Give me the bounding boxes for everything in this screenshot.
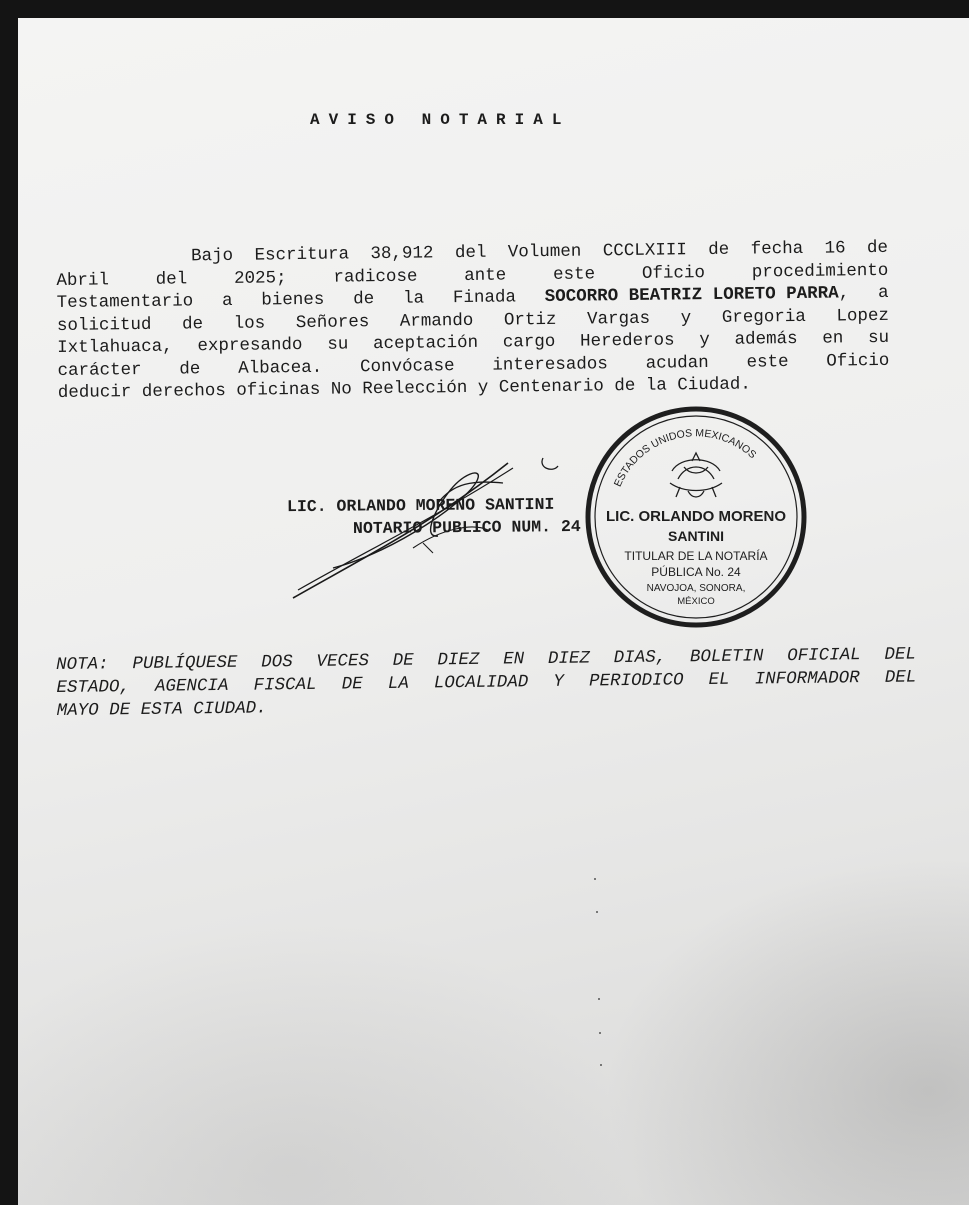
word: la	[402, 288, 425, 309]
notary-seal	[580, 401, 812, 633]
word: DE	[341, 674, 363, 695]
word: de	[181, 313, 204, 334]
document-page	[18, 18, 969, 1205]
publication-note	[56, 643, 917, 723]
word: procedimiento	[751, 260, 889, 283]
word: Lopez	[836, 305, 890, 326]
word: radicose	[333, 266, 418, 288]
word: DEL	[884, 667, 917, 688]
word: NOTA:	[56, 654, 109, 675]
word: a	[221, 290, 233, 311]
word: carácter	[57, 359, 142, 381]
paper-speck	[594, 878, 596, 880]
word: y	[680, 307, 692, 328]
word: aceptación	[372, 332, 479, 355]
paper-speck	[600, 1064, 602, 1066]
word: Escritura	[254, 244, 350, 266]
paper-speck	[598, 998, 600, 1000]
word: del	[155, 268, 188, 290]
word: cargo	[502, 331, 556, 353]
word: BOLETIN	[689, 646, 764, 668]
word: Y	[553, 671, 565, 692]
seal-line1: LIC. ORLANDO MORENO	[606, 508, 786, 525]
word: SOCORRO BEATRIZ LORETO PARRA,	[544, 283, 850, 308]
word: INFORMADOR	[754, 668, 860, 690]
word: FISCAL	[253, 674, 317, 696]
word: ESTADO,	[56, 677, 131, 698]
photo-shadow	[18, 918, 638, 1205]
word: fecha	[750, 238, 804, 260]
word: este	[746, 351, 789, 373]
word: EN	[503, 649, 525, 670]
word: ante	[464, 265, 507, 286]
word: su	[867, 327, 890, 349]
word: Señores	[295, 311, 370, 333]
seal-line4: PÚBLICA No. 24	[651, 565, 741, 579]
word: deducir derechos oficinas No Reelección y Centenario de la Ciudad.	[57, 374, 751, 403]
word: además	[734, 328, 798, 350]
seal-line5: NAVOJOA, SONORA,	[646, 583, 746, 594]
word: de	[179, 358, 201, 380]
word: OFICIAL	[787, 645, 861, 667]
svg-text:ESTADOS UNIDOS MEXICANOS	[612, 427, 759, 488]
word: MAYO DE ESTA CIUDAD.	[56, 698, 267, 721]
word: Oficio	[826, 350, 890, 372]
word: AGENCIA	[154, 675, 229, 697]
seal-line3: TITULAR DE LA NOTARÍA	[624, 549, 768, 563]
word: DEL	[884, 644, 917, 665]
word: LOCALIDAD	[433, 672, 529, 694]
word: expresando	[197, 334, 303, 357]
word: Abril	[56, 269, 110, 291]
word: Herederos	[579, 330, 675, 352]
word: Gregoria	[721, 306, 806, 328]
word: DOS	[261, 652, 293, 673]
eagle-emblem-icon	[670, 453, 722, 497]
seal-ring-text: ESTADOS UNIDOS MEXICANOS	[611, 427, 759, 489]
word: Testamentario	[56, 291, 194, 313]
word: este	[552, 263, 596, 285]
word: en	[822, 328, 844, 349]
word: Volumen	[507, 241, 582, 263]
word: de	[708, 239, 730, 261]
word: CCCLXIII	[602, 240, 687, 262]
seal-line2: SANTINI	[668, 528, 724, 544]
word: DIEZ	[547, 648, 591, 669]
word: Finada	[452, 287, 517, 309]
word: del	[454, 242, 487, 264]
word: Convócase	[359, 355, 455, 377]
word: bienes	[261, 289, 325, 311]
word: Ixtlahuaca,	[57, 336, 173, 358]
word: VECES	[316, 651, 370, 672]
word: Vargas	[586, 308, 651, 330]
word: LA	[387, 673, 409, 694]
word: Albacea.	[238, 357, 323, 379]
seal-line6: MÉXICO	[677, 596, 715, 607]
paper-speck	[599, 1032, 601, 1034]
notice-body	[56, 237, 890, 405]
word: su	[327, 334, 349, 355]
word: 38,912	[370, 243, 434, 265]
word: 2025;	[233, 267, 287, 289]
document-title: AVISO NOTARIAL	[310, 111, 571, 129]
word: solicitud	[56, 314, 152, 336]
word: DIAS,	[613, 647, 667, 669]
word: Ortiz	[503, 309, 557, 331]
paper-speck	[596, 911, 598, 913]
word: interesados	[492, 353, 608, 376]
word: EL	[708, 669, 730, 691]
word: PUBLÍQUESE	[132, 652, 238, 675]
notary-name: LIC. ORLANDO MORENO SANTINI	[286, 494, 555, 517]
word: los	[233, 312, 266, 334]
word: DIEZ	[437, 649, 480, 671]
word: a	[877, 282, 889, 303]
word: de	[353, 289, 375, 310]
notary-title: NOTARIO PUBLICO NUM. 24	[352, 517, 581, 538]
word: 16	[824, 238, 846, 259]
word: PERIODICO	[588, 670, 684, 692]
word: DE	[392, 650, 414, 671]
word: Armando	[399, 310, 474, 332]
word: acudan	[645, 352, 709, 374]
word: Bajo	[191, 245, 234, 267]
word: Oficio	[641, 262, 706, 284]
word: y	[699, 330, 710, 351]
word: de	[866, 237, 889, 259]
